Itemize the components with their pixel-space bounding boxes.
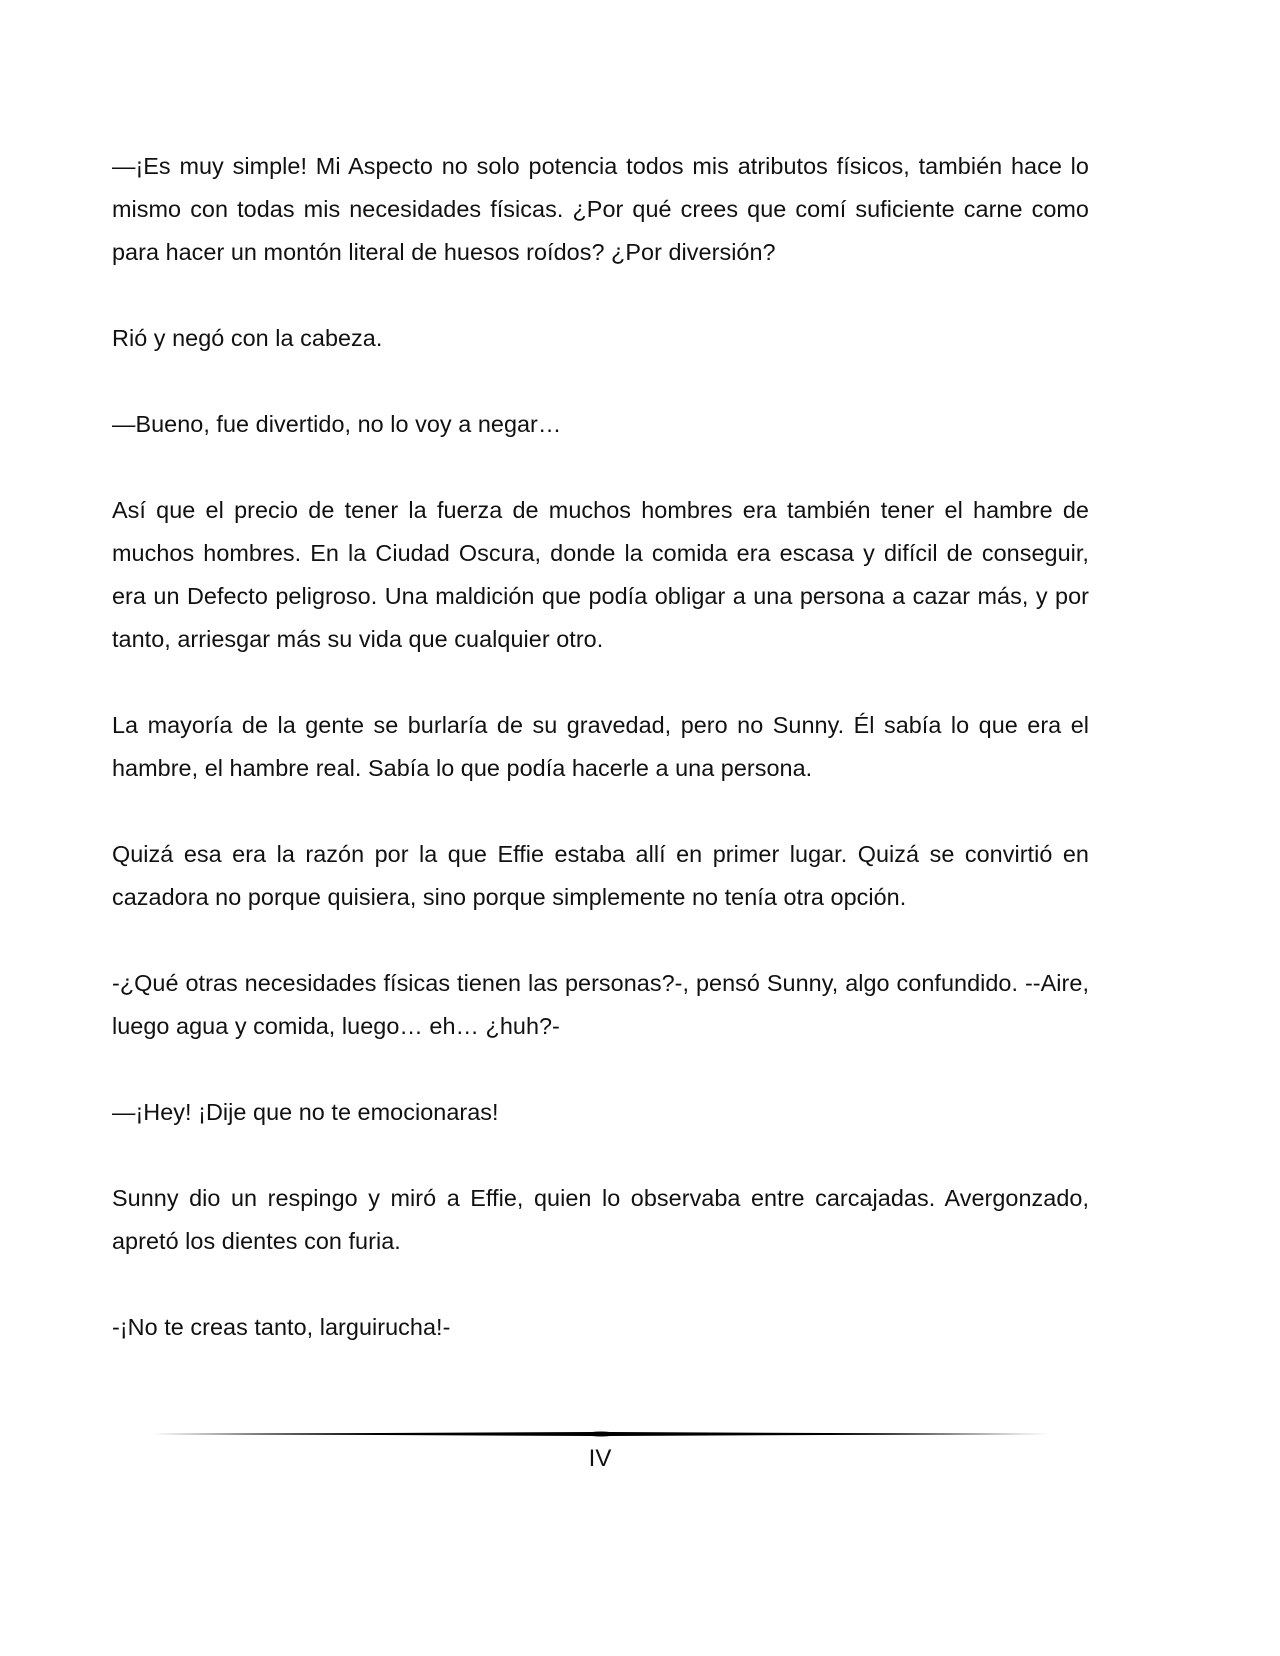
- paragraph-9: Sunny dio un respingo y miró a Effie, quien lo observaba entre carcajadas. Avergonzado, apretó los dientes con furia.: [112, 1185, 1089, 1254]
- divider-shape: [152, 1432, 1050, 1437]
- paragraph-3: —Bueno, fue divertido, no lo voy a negar…: [112, 411, 562, 437]
- paragraph-8: —¡Hey! ¡Dije que no te emocionaras!: [112, 1099, 499, 1125]
- footer-divider: [152, 1429, 1050, 1439]
- paragraph-10: -¡No te creas tanto, larguirucha!-: [112, 1314, 451, 1340]
- paragraph-1: —¡Es muy simple! Mi Aspecto no solo potencia todos mis atributos físicos, también hace lo mismo con todas mis necesidades físicas. ¿Por qué crees que comí suficiente carne como para hacer un montón literal de huesos roídos? ¿Por diversión?: [112, 153, 1089, 265]
- paragraph-7: -¿Qué otras necesidades físicas tienen las personas?-, pensó Sunny, algo confundido. --Aire, luego agua y comida, luego… eh… ¿huh?-: [112, 970, 1089, 1039]
- page-number: IV: [588, 1445, 612, 1472]
- body-text: [112, 145, 1089, 1392]
- paragraph-4: Así que el precio de tener la fuerza de muchos hombres era también tener el hambre de muchos hombres. En la Ciudad Oscura, donde la comida era escasa y difícil de conseguir, era un Defecto peligroso. Una maldición que podía obligar a una persona a cazar más, y por tanto, arriesgar más su vida que cualquier otro.: [112, 497, 1089, 652]
- paragraph-6: Quizá esa era la razón por la que Effie estaba allí en primer lugar. Quizá se convirtió en cazadora no porque quisiera, sino porque simplemente no tenía otra opción.: [112, 841, 1089, 910]
- paragraph-2: Rió y negó con la cabeza.: [112, 325, 383, 351]
- paragraph-5: La mayoría de la gente se burlaría de su gravedad, pero no Sunny. Él sabía lo que era el hambre, el hambre real. Sabía lo que podía hacerle a una persona.: [112, 712, 1089, 781]
